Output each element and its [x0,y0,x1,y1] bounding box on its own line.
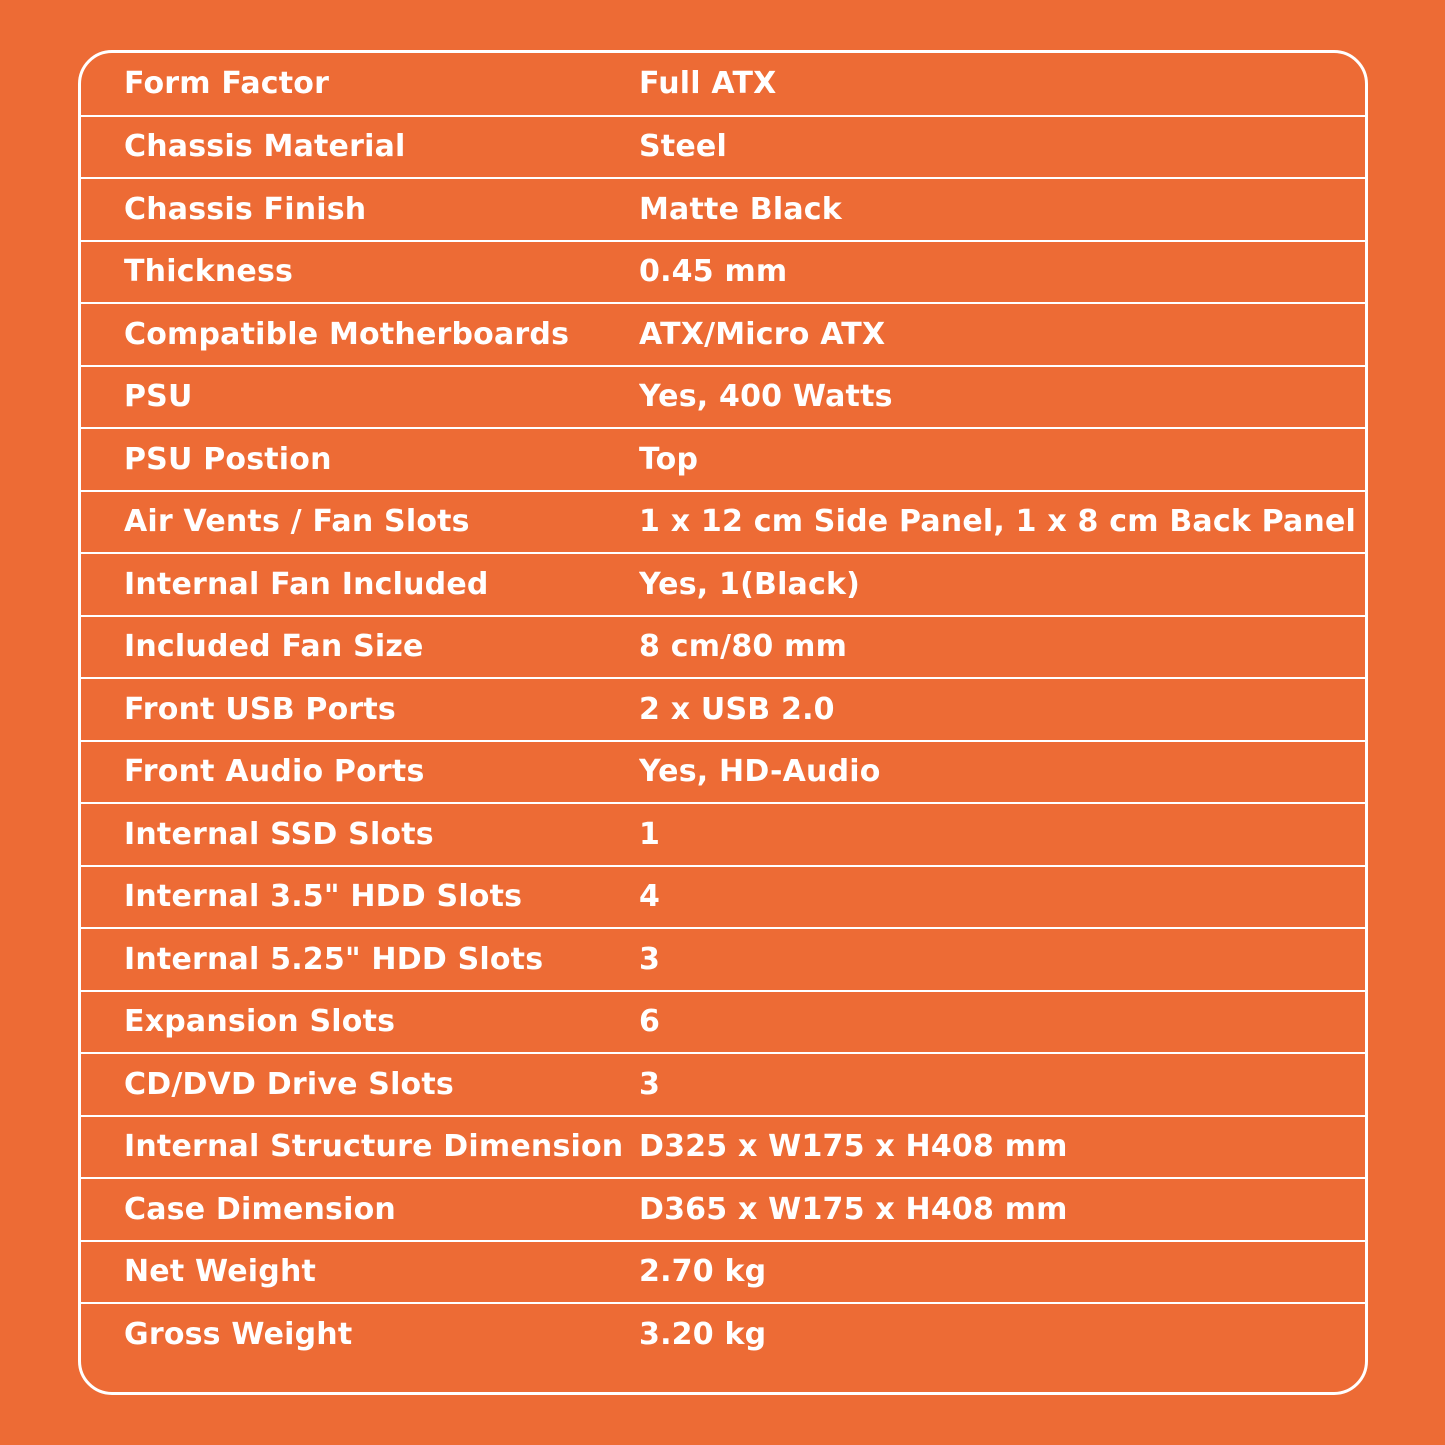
spec-label: Compatible Motherboards [81,303,639,366]
specification-table-body [81,53,1365,1366]
spec-label: Expansion Slots [81,991,639,1054]
spec-value: Yes, 1(Black) [639,553,1365,616]
spec-value: 6 [639,991,1365,1054]
table-row [81,928,1365,991]
spec-value: Top [639,428,1365,491]
table-row [81,741,1365,804]
spec-label: PSU [81,366,639,429]
spec-label: Thickness [81,241,639,304]
spec-label: Net Weight [81,1241,639,1304]
table-row [81,1053,1365,1116]
table-row [81,178,1365,241]
spec-value: Yes, 400 Watts [639,366,1365,429]
spec-label: PSU Postion [81,428,639,491]
table-row [81,1178,1365,1241]
spec-label: Gross Weight [124,1317,353,1353]
table-row [81,616,1365,679]
table-row [81,1241,1365,1304]
spec-label: Front Audio Ports [81,741,639,804]
table-row [81,303,1365,366]
spec-value: 3 [639,1053,1365,1116]
table-row [81,116,1365,179]
spec-value: 2.70 kg [639,1241,1365,1304]
spec-value: D365 x W175 x H408 mm [639,1178,1365,1241]
spec-value: 1 x 12 cm Side Panel, 1 x 8 cm Back Panel [639,491,1365,554]
spec-label: Internal Structure Dimension [81,1116,639,1179]
spec-label: CD/DVD Drive Slots [81,1053,639,1116]
table-row [81,53,1365,116]
table-row [81,803,1365,866]
spec-label: Chassis Material [81,116,639,179]
spec-label: Case Dimension [81,1178,639,1241]
spec-value: 3 [639,928,1365,991]
spec-value: 8 cm/80 mm [639,616,1365,679]
table-row [81,866,1365,929]
spec-value: 4 [639,866,1365,929]
specification-card [78,50,1368,1395]
spec-label: Chassis Finish [81,178,639,241]
spec-value: 0.45 mm [639,241,1365,304]
spec-value: Steel [639,116,1365,179]
spec-value: 3.20 kg [639,1317,767,1353]
spec-value: Yes, HD-Audio [639,741,1365,804]
spec-value: 2 x USB 2.0 [639,678,1365,741]
spec-value: Matte Black [639,178,1365,241]
spec-value: D325 x W175 x H408 mm [639,1116,1365,1179]
table-row [81,1303,1365,1366]
spec-label: Internal 5.25" HDD Slots [81,928,639,991]
spec-value: 1 [639,803,1365,866]
spec-value: ATX/Micro ATX [639,303,1365,366]
table-row [81,366,1365,429]
spec-label: Internal Fan Included [81,553,639,616]
table-row [81,991,1365,1054]
spec-label: Included Fan Size [81,616,639,679]
specification-table [81,53,1365,1366]
table-row [81,241,1365,304]
table-row [81,553,1365,616]
spec-label: Internal 3.5" HDD Slots [81,866,639,929]
spec-label: Form Factor [81,53,639,116]
spec-label: Internal SSD Slots [81,803,639,866]
table-row [81,678,1365,741]
table-row [81,428,1365,491]
table-row [81,1116,1365,1179]
spec-label: Air Vents / Fan Slots [81,491,639,554]
spec-value: Full ATX [639,53,1365,116]
table-row [81,491,1365,554]
spec-label: Front USB Ports [81,678,639,741]
